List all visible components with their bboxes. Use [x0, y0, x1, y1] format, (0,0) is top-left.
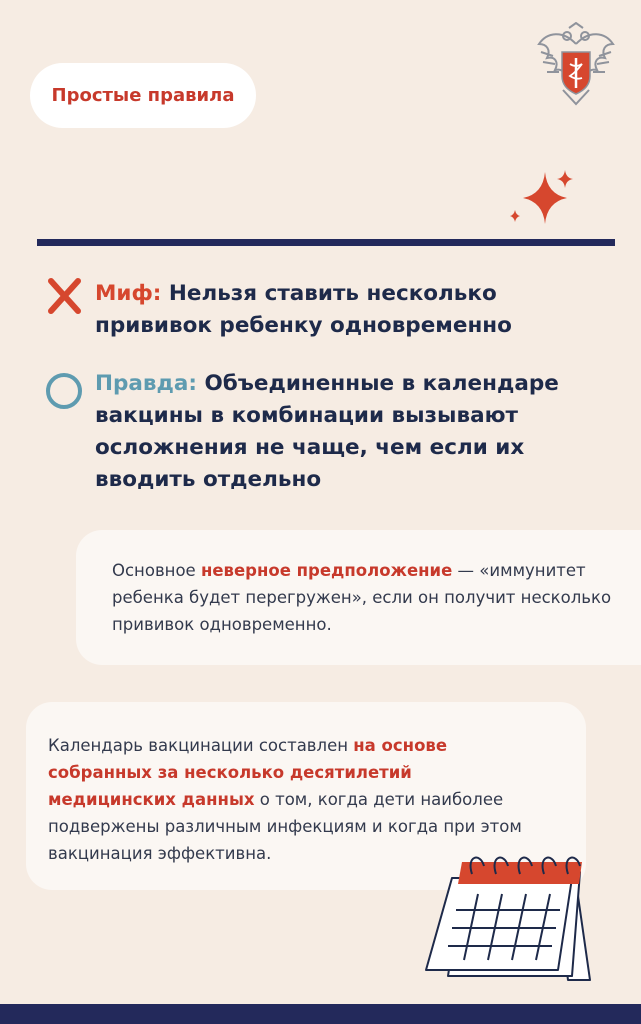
- cross-icon: [44, 276, 84, 316]
- topic-badge-label: Простые правила: [51, 85, 235, 106]
- top-divider: [37, 239, 615, 246]
- circle-icon: [44, 371, 84, 411]
- calendar-before: Календарь вакцинации составлен: [48, 736, 354, 755]
- myth-text: Нельзя ставить несколько прививок ребенку одновременно: [95, 281, 512, 338]
- emblem-icon: [533, 22, 619, 110]
- calendar-highlight: на основе собранных за несколько десятилетий медицинских данных: [48, 736, 448, 809]
- misconception-after: — «иммунитет ребенка будет перегружен», если он получит несколько прививок одновременно.: [112, 561, 612, 634]
- calendar-text: [48, 732, 538, 867]
- sparkle-icon: [505, 168, 585, 232]
- myth-statement: [95, 278, 615, 342]
- bottom-bar: [0, 1004, 641, 1024]
- misconception-highlight: неверное предположение: [200, 561, 453, 580]
- calendar-icon: [422, 848, 594, 986]
- myth-keyword: Миф:: [95, 281, 162, 306]
- truth-text: Объединенные в календаре вакцины в комбинации вызывают осложнения не чаще, чем если их вводить отдельно: [95, 371, 559, 492]
- misconception-text: [112, 557, 632, 638]
- truth-keyword: Правда:: [95, 371, 197, 396]
- truth-statement: [95, 368, 615, 496]
- info-card-misconception: [76, 530, 641, 665]
- misconception-before: Основное: [112, 561, 201, 580]
- topic-badge: [30, 63, 256, 128]
- calendar-after: о том, когда дети наиболее подвержены различным инфекциям и когда при этом вакцинация эффективна.: [48, 790, 522, 863]
